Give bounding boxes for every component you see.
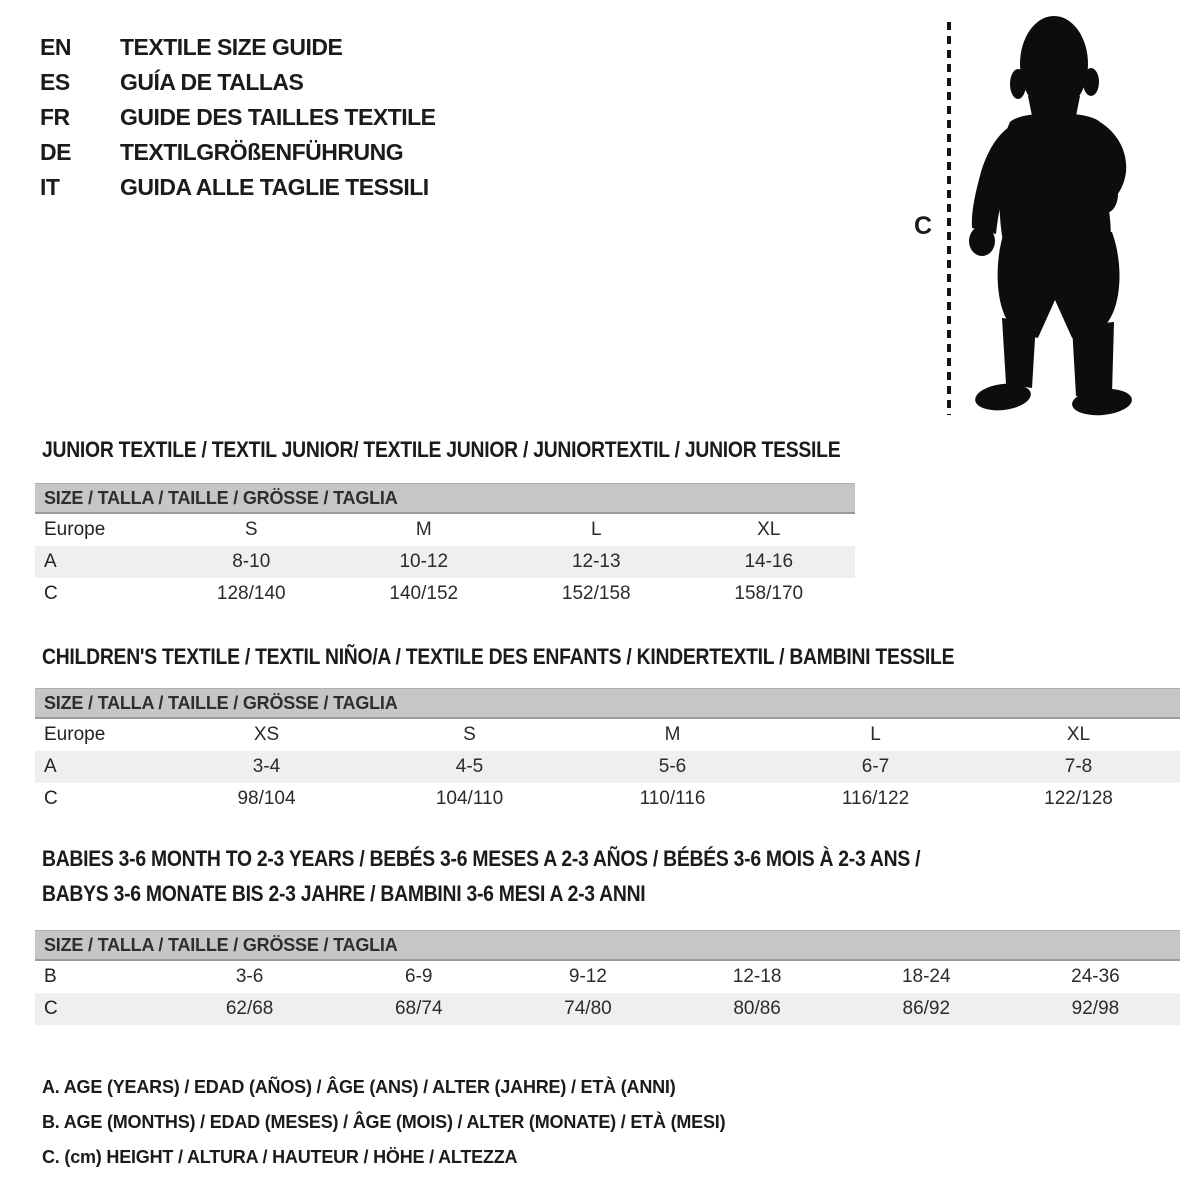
table-cell: 18-24 (901, 966, 951, 987)
table-cell: 116/122 (841, 788, 910, 809)
legend-line-b: B. AGE (MONTHS) / EDAD (MESES) / ÂGE (MOIS) / ALTER (MONATE) / ETÀ (MESI) (42, 1112, 726, 1132)
table-cell: L (870, 724, 881, 745)
table-cell: XL (1066, 724, 1091, 745)
table-cell: 122/128 (1044, 788, 1113, 809)
language-title: GUIDA ALLE TAGLIE TESSILI (120, 174, 429, 200)
table-cell: 110/116 (639, 788, 706, 809)
table-cell: 68/74 (394, 998, 443, 1019)
language-code: IT (40, 174, 60, 200)
legend (42, 1070, 725, 1175)
table-size-header: SIZE / TALLA / TAILLE / GRÖSSE / TAGLIA (35, 483, 855, 514)
table-cell: 80/86 (733, 998, 781, 1019)
table-cell: 5-6 (658, 756, 687, 777)
row-label: C (44, 788, 58, 809)
table-row (35, 751, 1180, 783)
table-cell: S (463, 724, 476, 745)
row-label: C (44, 583, 58, 604)
language-row (40, 170, 436, 205)
table-cell: 12-13 (571, 551, 621, 572)
table-cell: 10-12 (399, 551, 449, 572)
table-cell: M (415, 519, 432, 540)
height-measure-label: C (914, 212, 933, 240)
table-cell: 140/152 (389, 583, 459, 604)
table-cell: 9-12 (568, 966, 607, 987)
size-table-children (35, 688, 1180, 815)
size-table-junior (35, 483, 855, 610)
table-cell: 86/92 (902, 998, 951, 1019)
table-cell: 152/158 (561, 583, 631, 604)
table-cell: 158/170 (734, 583, 804, 604)
language-title: TEXTILE SIZE GUIDE (120, 34, 343, 60)
language-code: EN (40, 34, 71, 60)
language-row (40, 135, 436, 170)
legend-line-c: C. (cm) HEIGHT / ALTURA / HAUTEUR / HÖHE / ALTEZZA (42, 1147, 518, 1167)
table-cell: 74/80 (564, 998, 612, 1019)
table-row (35, 546, 855, 578)
row-label: B (44, 966, 57, 987)
language-title: GUÍA DE TALLAS (120, 69, 304, 95)
language-code: ES (40, 69, 70, 95)
section-title-babies-line1: BABIES 3-6 MONTH TO 2-3 YEARS / BEBÉS 3-6 MESES A 2-3 AÑOS / BÉBÉS 3-6 MOIS À 2-3 ANS / (42, 846, 921, 871)
legend-line-a: A. AGE (YEARS) / EDAD (AÑOS) / ÂGE (ANS) / ALTER (JAHRE) / ETÀ (ANNI) (42, 1077, 676, 1097)
table-cell: 98/104 (237, 788, 296, 809)
table-cell: 92/98 (1071, 998, 1120, 1019)
language-row (40, 100, 436, 135)
table-cell: 7-8 (1064, 756, 1093, 777)
table-cell: 3-4 (252, 756, 281, 777)
table-cell: 24-36 (1071, 966, 1120, 987)
table-cell: 4-5 (455, 756, 484, 777)
table-row (35, 961, 1180, 993)
row-label: A (44, 756, 57, 777)
language-row (40, 30, 436, 65)
toddler-silhouette-icon (900, 0, 1140, 440)
table-cell: M (664, 724, 681, 745)
table-size-header: SIZE / TALLA / TAILLE / GRÖSSE / TAGLIA (35, 930, 1180, 961)
language-title: TEXTILGRÖßENFÜHRUNG (120, 139, 404, 165)
row-label: A (44, 551, 57, 572)
table-row (35, 578, 855, 610)
row-label: Europe (44, 724, 106, 745)
table-cell: L (590, 519, 602, 540)
language-code: DE (40, 139, 71, 165)
table-cell: 6-9 (405, 966, 433, 987)
row-label: C (44, 998, 58, 1019)
table-cell: XS (253, 724, 280, 745)
language-title: GUIDE DES TAILLES TEXTILE (120, 104, 436, 130)
table-cell: XL (757, 519, 781, 540)
table-cell: 3-6 (235, 966, 264, 987)
table-row (35, 514, 855, 546)
table-cell: 12-18 (732, 966, 782, 987)
section-title-children: CHILDREN'S TEXTILE / TEXTIL NIÑO/A / TEXTILE DES ENFANTS / KINDERTEXTIL / BAMBINI TESSILE (42, 644, 955, 669)
row-label: Europe (44, 519, 106, 540)
table-row (35, 993, 1180, 1025)
section-title-babies-line2: BABYS 3-6 MONATE BIS 2-3 JAHRE / BAMBINI 3-6 MESI A 2-3 ANNI (42, 881, 646, 906)
table-size-header: SIZE / TALLA / TAILLE / GRÖSSE / TAGLIA (35, 688, 1180, 719)
language-row (40, 65, 436, 100)
table-cell: 8-10 (232, 551, 271, 572)
section-title-junior: JUNIOR TEXTILE / TEXTIL JUNIOR/ TEXTILE JUNIOR / JUNIORTEXTIL / JUNIOR TESSILE (42, 437, 841, 462)
table-cell: S (244, 519, 258, 540)
table-cell: 62/68 (225, 998, 274, 1019)
size-table-babies (35, 930, 1180, 1025)
table-cell: 6-7 (861, 756, 890, 777)
language-header (40, 30, 436, 205)
table-row (35, 719, 1180, 751)
table-cell: 104/110 (435, 788, 504, 809)
table-cell: 14-16 (744, 551, 794, 572)
table-cell: 128/140 (216, 583, 286, 604)
language-code: FR (40, 104, 70, 130)
table-row (35, 783, 1180, 815)
